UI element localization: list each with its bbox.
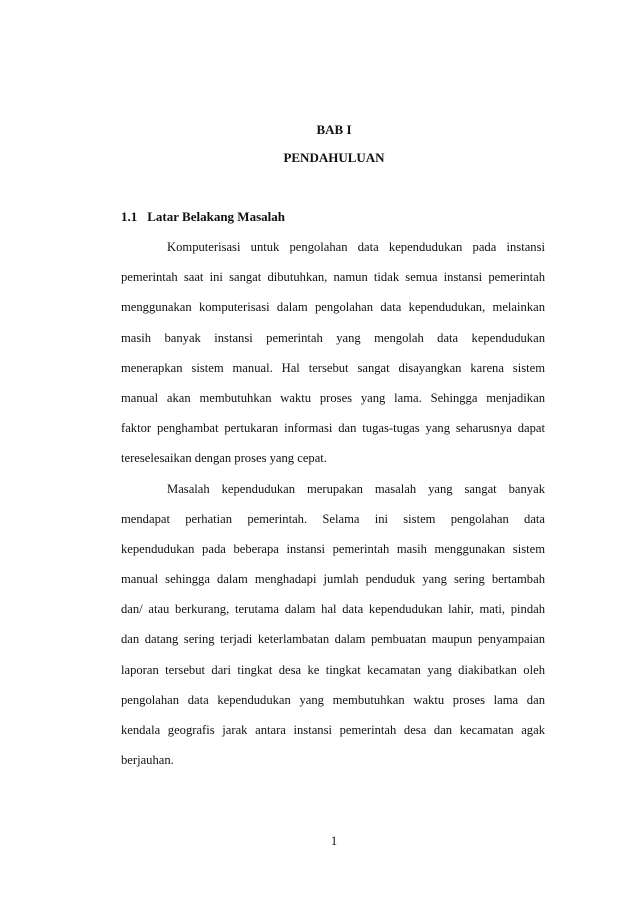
section-title: Latar Belakang Masalah (147, 209, 285, 224)
paragraph-line: dan datang sering terjadi keterlambatan dalam pembuatan maupun penyampaian (121, 632, 545, 647)
body-text (121, 232, 545, 775)
paragraph-line: menerapkan sistem manual. Hal tersebut sangat disayangkan karena sistem (121, 360, 545, 375)
paragraph-2 (121, 474, 545, 776)
paragraph-line: masih banyak instansi pemerintah yang mengolah data kependudukan (121, 330, 545, 345)
paragraph-line: Komputerisasi untuk pengolahan data kependudukan pada instansi (167, 240, 545, 254)
paragraph-line: dan/ atau berkurang, terutama dalam hal data kependudukan lahir, mati, pindah (121, 602, 545, 617)
paragraph-line: faktor penghambat pertukaran informasi dan tugas-tugas yang seharusnya dapat (121, 421, 545, 436)
paragraph-line: laporan tersebut dari tingkat desa ke tingkat kecamatan yang diakibatkan oleh (121, 662, 545, 677)
paragraph-line: pemerintah saat ini sangat dibutuhkan, namun tidak semua instansi pemerintah (121, 270, 545, 285)
chapter-heading: BAB I (316, 122, 352, 137)
section-heading (121, 209, 285, 225)
paragraph-line: tereselesaikan dengan proses yang cepat. (121, 451, 327, 466)
paragraph-line: manual sehingga dalam menghadapi jumlah penduduk yang sering bertambah (121, 572, 545, 587)
paragraph-line: berjauhan. (121, 753, 174, 768)
page-number: 1 (330, 834, 338, 848)
chapter-title: PENDAHULUAN (283, 150, 385, 165)
paragraph-line: kendala geografis jarak antara instansi pemerintah desa dan kecamatan agak (121, 723, 545, 737)
paragraph-line: menggunakan komputerisasi dalam pengolahan data kependudukan, melainkan (121, 300, 545, 315)
paragraph-line: Masalah kependudukan merupakan masalah yang sangat banyak (167, 481, 545, 496)
paragraph-1 (121, 232, 545, 474)
paragraph-line: manual akan membutuhkan waktu proses yang lama. Sehingga menjadikan (121, 390, 545, 405)
paragraph-line: pengolahan data kependudukan yang membutuhkan waktu proses lama dan (121, 692, 545, 707)
paragraph-line: mendapat perhatian pemerintah. Selama ini sistem pengolahan data (121, 511, 545, 526)
section-number: 1.1 (121, 209, 138, 224)
paragraph-line: kependudukan pada beberapa instansi pemerintah masih menggunakan sistem (121, 541, 545, 556)
